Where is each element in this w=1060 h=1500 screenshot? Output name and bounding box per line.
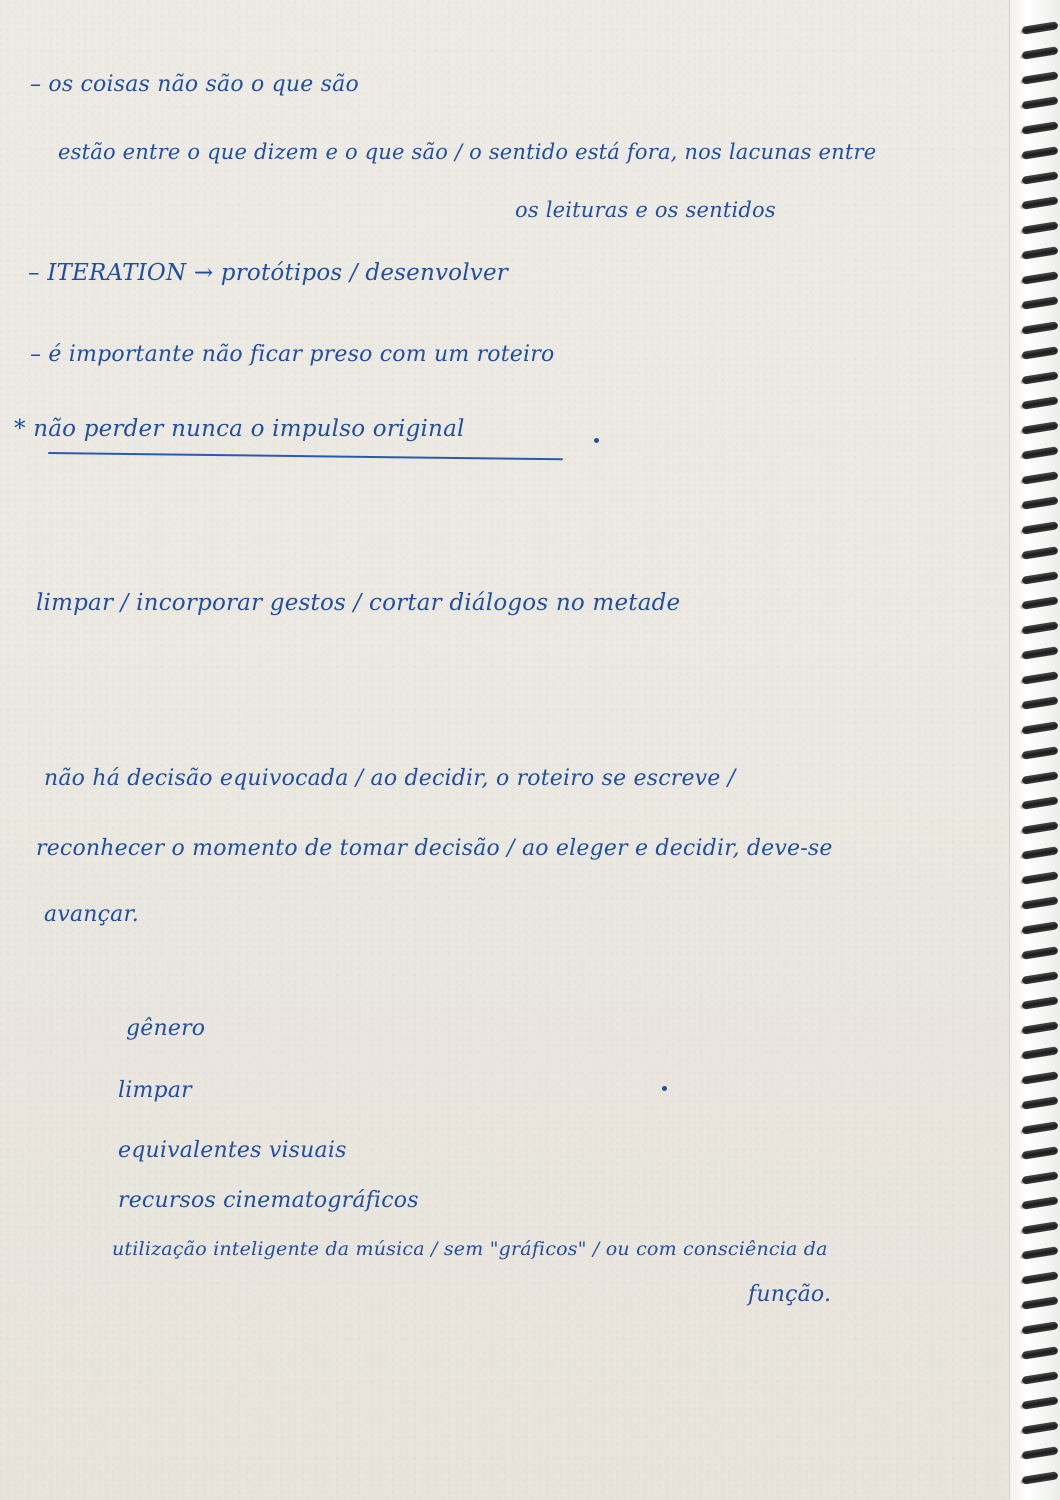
note-line-4: – é importante não ficar preso com um roteiro: [30, 342, 555, 367]
highlight-underline: [48, 452, 563, 460]
note-line-iteration: – ITERATION → protótipos / desenvolver: [28, 260, 508, 286]
note-line-8: avançar.: [44, 902, 139, 927]
ink-dot: [594, 438, 599, 443]
list-item-continuation: função.: [748, 1282, 832, 1307]
note-line-3: os leituras e os sentidos: [515, 198, 776, 222]
note-line-1: – os coisas não são o que são: [30, 72, 359, 97]
note-line-5: limpar / incorporar gestos / cortar diálogos no metade: [36, 590, 681, 616]
list-item: gênero: [126, 1016, 206, 1041]
list-item: equivalentes visuais: [118, 1138, 347, 1163]
list-item: utilização inteligente da música / sem "gráficos" / ou com consciência da: [112, 1238, 828, 1260]
list-item: limpar: [118, 1078, 192, 1103]
spiral-binding: [1009, 0, 1060, 1500]
note-line-2: estão entre o que dizem e o que são / o sentido está fora, nos lacunas entre: [58, 140, 877, 164]
note-line-6: não há decisão equivocada / ao decidir, o roteiro se escreve /: [44, 766, 736, 791]
note-line-highlight: * não perder nunca o impulso original: [14, 416, 465, 442]
note-line-7: reconhecer o momento de tomar decisão / ao eleger e decidir, deve-se: [36, 836, 833, 861]
ink-dot: [662, 1086, 667, 1091]
list-item: recursos cinematográficos: [118, 1188, 419, 1213]
